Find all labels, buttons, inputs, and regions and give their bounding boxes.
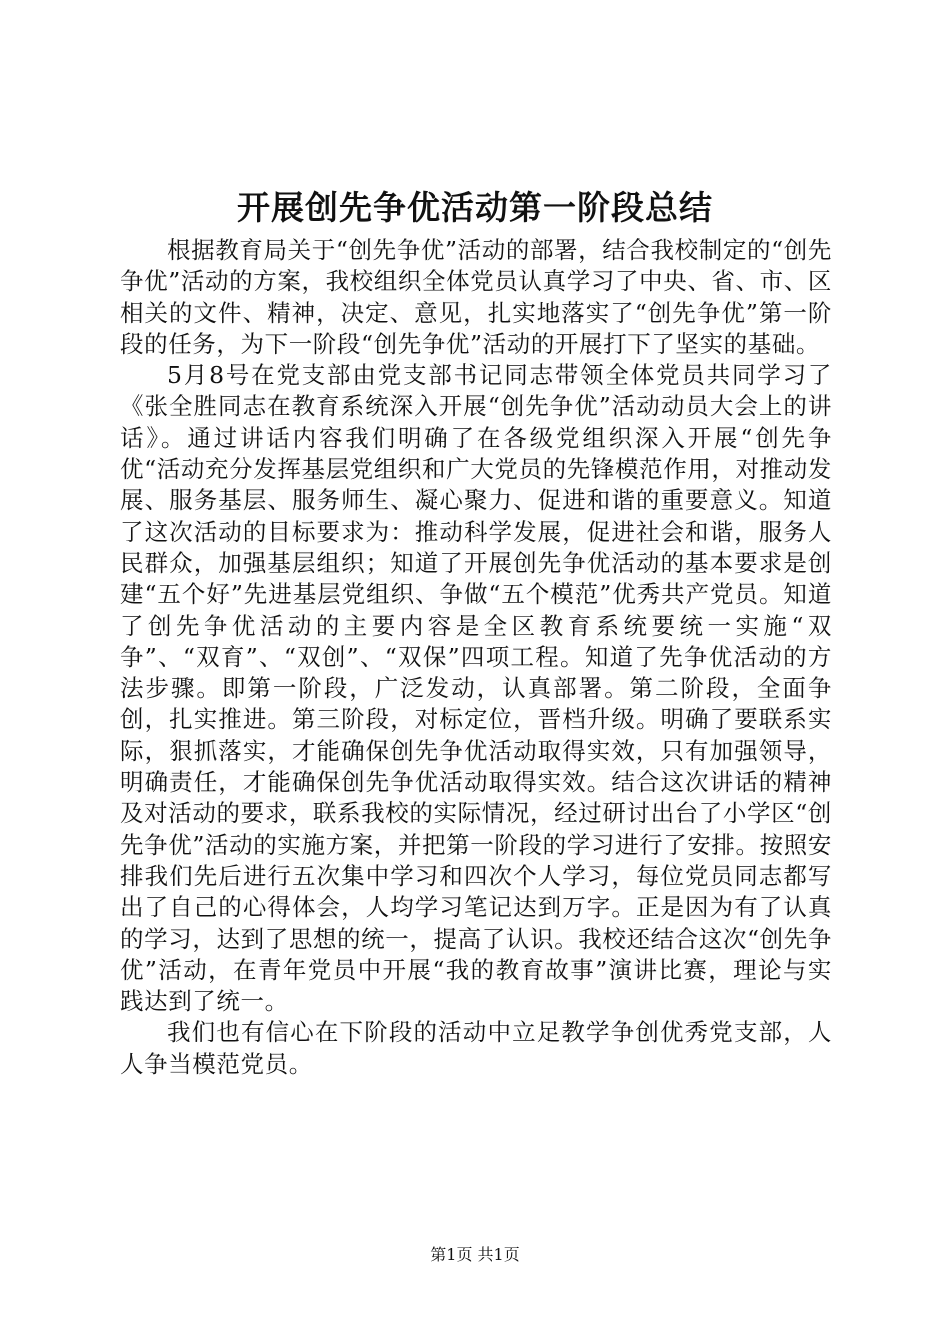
page-footer: 第1页 共1页: [430, 1245, 520, 1264]
document-title: 开展创先争优活动第一阶段总结: [237, 188, 713, 227]
paragraph-conclusion: 我们也有信心在下阶段的活动中立足教学争创优秀党支部，人人争当模范党员。: [120, 1018, 832, 1078]
document-body: [120, 235, 832, 1080]
paragraph-study: 5月8号在党支部由党支部书记同志带领全体党员共同学习了《张全胜同志在教育系统深入开展“创先争优”活动动员大会上的讲话》。通过讲话内容我们明确了在各级党组织深入开展“创先争优“活动充分发挥基层党组织和广大党员的先锋模范作用，对推动发展、服务基层、服务师生、凝心聚力、促进和谐的重要意义。知道了这次活动的目标要求为：推动科学发展，促进社会和谐，服务人民群众，加强基层组织；知道了开展创先争优活动的基本要求是创建“五个好”先进基层党组织、争做“五个模范”优秀共产党员。知道了创先争优活动的主要内容是全区教育系统要统一实施“双争”、“双育”、“双创”、“双保”四项工程。知道了先争优活动的方法步骤。即第一阶段，广泛发动，认真部署。第二阶段，全面争创，扎实推进。第三阶段，对标定位，晋档升级。明确了要联系实际，狠抓落实，才能确保创先争优活动取得实效，只有加强领导，明确责任，才能确保创先争优活动取得实效。结合这次讲话的精神及对活动的要求，联系我校的实际情况，经过研讨出台了小学区“创先争优”活动的实施方案，并把第一阶段的学习进行了安排。按照安排我们先后进行五次集中学习和四次个人学习，每位党员同志都写出了自己的心得体会，人均学习笔记达到万字。正是因为有了认真的学习，达到了思想的统一，提高了认识。我校还结合这次“创先争优”活动，在青年党员中开展“我的教育故事”演讲比赛，理论与实践达到了统一。: [120, 361, 832, 1016]
paragraph-intro: 根据教育局关于“创先争优”活动的部署，结合我校制定的“创先争优”活动的方案，我校组织全体党员认真学习了中央、省、市、区相关的文件、精神，决定、意见，扎实地落实了“创先争优”第一阶段的任务，为下一阶段“创先争优”活动的开展打下了坚实的基础。: [120, 236, 832, 358]
